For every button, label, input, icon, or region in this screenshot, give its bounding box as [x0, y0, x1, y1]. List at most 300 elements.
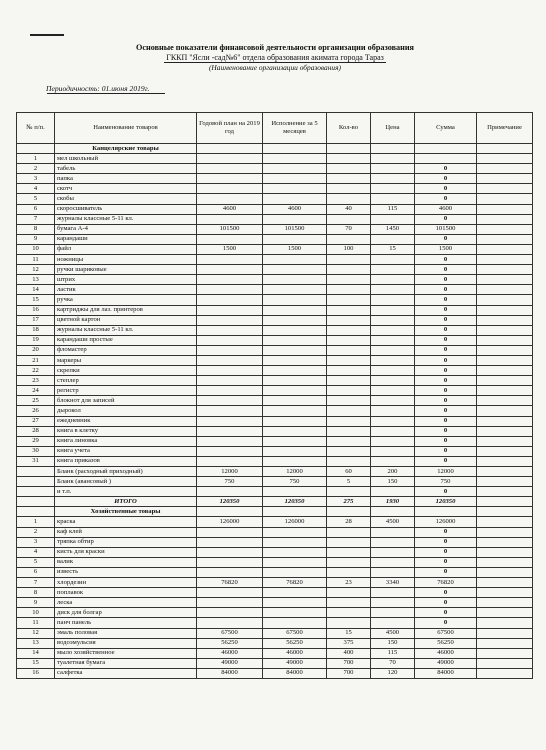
cell-name: карандаши [55, 234, 197, 244]
cell-note [477, 335, 533, 345]
cell-name: краска [55, 517, 197, 527]
cell-note [477, 608, 533, 618]
cell-exec [263, 487, 327, 497]
cell-exec [263, 214, 327, 224]
cell-num: 23 [17, 376, 55, 386]
cell-plan: 12000 [197, 467, 263, 477]
table-row [17, 436, 533, 446]
cell-sum: 0 [415, 416, 477, 426]
cell-empty [327, 144, 371, 154]
cell-num: 10 [17, 608, 55, 618]
cell-sum: 0 [415, 588, 477, 598]
cell-name: панч панель [55, 618, 197, 628]
table-row [17, 426, 533, 436]
cell-price [371, 527, 415, 537]
cell-note [477, 305, 533, 315]
cell-exec [263, 164, 327, 174]
cell-sum: 0 [415, 305, 477, 315]
cell-sum: 0 [415, 618, 477, 628]
cell-name: книга линовка [55, 436, 197, 446]
cell-note [477, 244, 533, 254]
cell-sum: 0 [415, 537, 477, 547]
cell-num: 25 [17, 396, 55, 406]
cell-num: 9 [17, 598, 55, 608]
cell-note [477, 154, 533, 164]
cell-num: 1 [17, 154, 55, 164]
cell-sum: 126000 [415, 517, 477, 527]
cell-qty [327, 598, 371, 608]
cell-sum: 0 [415, 406, 477, 416]
cell-plan: 67500 [197, 628, 263, 638]
cell-exec [263, 194, 327, 204]
cell-plan [197, 396, 263, 406]
cell-note [477, 204, 533, 214]
cell-note [477, 366, 533, 376]
cell-qty [327, 355, 371, 365]
cell-name: цветной картон [55, 315, 197, 325]
cell-plan [197, 295, 263, 305]
table-row [17, 658, 533, 668]
cell-plan [197, 366, 263, 376]
cell-name: фломастер [55, 345, 197, 355]
periodicity-label: Периодичность: 01.июня 2019г. [46, 84, 150, 93]
cell-price [371, 325, 415, 335]
cell-plan [197, 527, 263, 537]
cell-price: 15 [371, 244, 415, 254]
cell-plan: 84000 [197, 668, 263, 678]
cell-name: ручка [55, 295, 197, 305]
cell-plan [197, 265, 263, 275]
cell-price [371, 456, 415, 466]
cell-empty [197, 144, 263, 154]
cell-qty [327, 386, 371, 396]
cell-qty [327, 406, 371, 416]
table-header-row [17, 113, 533, 144]
cell-exec [263, 275, 327, 285]
cell-plan [197, 234, 263, 244]
cell-plan [197, 608, 263, 618]
cell-qty [327, 426, 371, 436]
table-row [17, 406, 533, 416]
cell-note [477, 557, 533, 567]
cell-note [477, 477, 533, 487]
cell-plan [197, 376, 263, 386]
cell-price: 3340 [371, 578, 415, 588]
cell-exec: 56250 [263, 638, 327, 648]
table-row [17, 668, 533, 678]
cell-name: ручки шариковые [55, 265, 197, 275]
cell-plan [197, 255, 263, 265]
cell-plan [197, 537, 263, 547]
cell-qty: 375 [327, 638, 371, 648]
cell-price [371, 315, 415, 325]
cell-note [477, 436, 533, 446]
table-row [17, 295, 533, 305]
cell-num: 3 [17, 537, 55, 547]
cell-qty: 5 [327, 477, 371, 487]
cell-name: картриджы для лаз. принтеров [55, 305, 197, 315]
cell-name: скобы [55, 194, 197, 204]
cell-price [371, 305, 415, 315]
cell-qty [327, 537, 371, 547]
total-plan: 120350 [197, 497, 263, 507]
cell-num: 13 [17, 275, 55, 285]
cell-note [477, 234, 533, 244]
cell-price [371, 164, 415, 174]
cell-exec: 126000 [263, 517, 327, 527]
cell-exec: 750 [263, 477, 327, 487]
cell-name: салфетка [55, 668, 197, 678]
cell-note [477, 184, 533, 194]
cell-name: туалетная бумага [55, 658, 197, 668]
cell-exec: 49000 [263, 658, 327, 668]
cell-plan [197, 355, 263, 365]
cell-note [477, 295, 533, 305]
cell-note [477, 527, 533, 537]
cell-name: валик [55, 557, 197, 567]
cell-qty [327, 325, 371, 335]
cell-qty [327, 436, 371, 446]
cell-plan [197, 426, 263, 436]
cell-qty [327, 164, 371, 174]
cell-exec [263, 174, 327, 184]
cell-exec: 4600 [263, 204, 327, 214]
table-row [17, 305, 533, 315]
cell-note [477, 426, 533, 436]
cell-num: 4 [17, 184, 55, 194]
table-row [17, 214, 533, 224]
table-row [17, 618, 533, 628]
cell-sum: 0 [415, 234, 477, 244]
cell-exec [263, 184, 327, 194]
cell-empty [477, 144, 533, 154]
cell-name: скрепки [55, 366, 197, 376]
cell-price [371, 386, 415, 396]
cell-exec: 84000 [263, 668, 327, 678]
cell-name: мел школьный [55, 154, 197, 164]
cell-plan [197, 305, 263, 315]
cell-qty [327, 194, 371, 204]
cell-qty [327, 588, 371, 598]
cell-empty [263, 507, 327, 517]
cell-price [371, 275, 415, 285]
cell-num: 22 [17, 366, 55, 376]
cell-sum: 0 [415, 598, 477, 608]
col-exec: Исполнение за 5 месяцев [263, 113, 327, 144]
cell-price [371, 537, 415, 547]
cell-note [477, 406, 533, 416]
cell-exec [263, 446, 327, 456]
cell-price [371, 214, 415, 224]
cell-note [477, 658, 533, 668]
cell-price: 200 [371, 467, 415, 477]
cell-note [477, 325, 533, 335]
cell-plan: 1500 [197, 244, 263, 254]
table-row [17, 648, 533, 658]
cell-name: книга приказов [55, 456, 197, 466]
cell-exec: 12000 [263, 467, 327, 477]
cell-qty [327, 234, 371, 244]
cell-name: поплавок [55, 588, 197, 598]
cell-note [477, 456, 533, 466]
cell-qty [327, 557, 371, 567]
cell-num: 13 [17, 638, 55, 648]
cell-plan [197, 275, 263, 285]
cell-price: 1450 [371, 224, 415, 234]
table-row [17, 315, 533, 325]
cell-num: 9 [17, 234, 55, 244]
section-title: Канцелярские товары [55, 144, 197, 154]
cell-exec [263, 557, 327, 567]
cell-price [371, 265, 415, 275]
table-row [17, 194, 533, 204]
cell-num: 27 [17, 416, 55, 426]
cell-qty: 700 [327, 668, 371, 678]
cell-exec [263, 618, 327, 628]
cell-num: 20 [17, 345, 55, 355]
cell-note [477, 224, 533, 234]
cell-plan [197, 557, 263, 567]
cell-price: 4500 [371, 517, 415, 527]
cell-note [477, 446, 533, 456]
total-exec: 120350 [263, 497, 327, 507]
cell-sum [415, 154, 477, 164]
cell-price: 150 [371, 638, 415, 648]
cell-empty [327, 507, 371, 517]
cell-price [371, 598, 415, 608]
cell-num [17, 497, 55, 507]
cell-exec [263, 396, 327, 406]
cell-num: 18 [17, 325, 55, 335]
cell-qty [327, 275, 371, 285]
cell-qty [327, 366, 371, 376]
cell-note [477, 265, 533, 275]
table-row [17, 517, 533, 527]
cell-plan: 101500 [197, 224, 263, 234]
cell-exec [263, 355, 327, 365]
cell-plan: 4600 [197, 204, 263, 214]
cell-qty: 40 [327, 204, 371, 214]
cell-num [17, 477, 55, 487]
cell-name: хлордезин [55, 578, 197, 588]
cell-num: 3 [17, 174, 55, 184]
cell-qty [327, 567, 371, 577]
cell-exec [263, 335, 327, 345]
cell-price [371, 184, 415, 194]
cell-name: журналы классные 5-11 кл. [55, 214, 197, 224]
cell-exec: 76820 [263, 578, 327, 588]
cell-qty [327, 295, 371, 305]
cell-sum: 0 [415, 436, 477, 446]
cell-note [477, 517, 533, 527]
cell-exec: 46000 [263, 648, 327, 658]
cell-plan [197, 154, 263, 164]
cell-name: леска [55, 598, 197, 608]
table-row [17, 567, 533, 577]
organization-name [60, 53, 490, 62]
cell-num: 28 [17, 426, 55, 436]
cell-exec [263, 406, 327, 416]
cell-note [477, 547, 533, 557]
cell-price [371, 567, 415, 577]
cell-name: карандаши простые [55, 335, 197, 345]
cell-name: тряпка обтир [55, 537, 197, 547]
cell-qty [327, 456, 371, 466]
cell-sum: 46000 [415, 648, 477, 658]
cell-plan [197, 174, 263, 184]
cell-sum: 0 [415, 366, 477, 376]
cell-qty [327, 547, 371, 557]
cell-plan [197, 386, 263, 396]
cell-plan: 76820 [197, 578, 263, 588]
cell-empty [263, 144, 327, 154]
cell-note [477, 396, 533, 406]
cell-sum: 0 [415, 265, 477, 275]
table-row [17, 628, 533, 638]
cell-num: 21 [17, 355, 55, 365]
cell-price: 4500 [371, 628, 415, 638]
pen-mark [30, 34, 64, 36]
cell-num: 16 [17, 668, 55, 678]
cell-sum: 56250 [415, 638, 477, 648]
cell-qty [327, 608, 371, 618]
cell-empty [197, 507, 263, 517]
cell-note [477, 315, 533, 325]
table-body [17, 144, 533, 679]
table-row [17, 244, 533, 254]
cell-sum: 84000 [415, 668, 477, 678]
cell-price: 115 [371, 648, 415, 658]
organization-caption: (Наименование организации образования) [208, 63, 342, 72]
cell-plan [197, 194, 263, 204]
cell-name: книга в клетку [55, 426, 197, 436]
cell-exec: 67500 [263, 628, 327, 638]
cell-plan: 49000 [197, 658, 263, 668]
cell-sum: 750 [415, 477, 477, 487]
col-name: Наименование товаров [55, 113, 197, 144]
cell-num: 12 [17, 628, 55, 638]
cell-plan [197, 588, 263, 598]
cell-num [17, 487, 55, 497]
section-title: Хозяйственные товары [55, 507, 197, 517]
cell-qty [327, 265, 371, 275]
table-row [17, 345, 533, 355]
cell-plan [197, 456, 263, 466]
cell-note [477, 194, 533, 204]
cell-plan [197, 618, 263, 628]
cell-num: 14 [17, 648, 55, 658]
cell-qty [327, 255, 371, 265]
table-row [17, 325, 533, 335]
cell-exec [263, 567, 327, 577]
cell-exec [263, 345, 327, 355]
cell-name: блокнот для записей [55, 396, 197, 406]
cell-exec [263, 588, 327, 598]
table-row [17, 224, 533, 234]
cell-plan [197, 598, 263, 608]
cell-name: скоросшиватель [55, 204, 197, 214]
cell-qty: 60 [327, 467, 371, 477]
col-num: № п/п. [17, 113, 55, 144]
cell-exec [263, 315, 327, 325]
cell-note [477, 164, 533, 174]
cell-exec [263, 537, 327, 547]
cell-empty [477, 507, 533, 517]
cell-note [477, 386, 533, 396]
cell-price [371, 588, 415, 598]
cell-name: регистр [55, 386, 197, 396]
cell-name: Бланк (расходный приходный) [55, 467, 197, 477]
section-header-row [17, 507, 533, 517]
cell-sum: 0 [415, 446, 477, 456]
cell-name: табель [55, 164, 197, 174]
cell-num: 16 [17, 305, 55, 315]
cell-num: 8 [17, 224, 55, 234]
cell-qty: 700 [327, 658, 371, 668]
cell-price [371, 396, 415, 406]
col-qty: Кол-во [327, 113, 371, 144]
cell-num: 4 [17, 547, 55, 557]
cell-note [477, 537, 533, 547]
cell-exec [263, 154, 327, 164]
table-row [17, 265, 533, 275]
cell-plan: 46000 [197, 648, 263, 658]
cell-num: 6 [17, 567, 55, 577]
cell-qty: 28 [327, 517, 371, 527]
cell-price [371, 234, 415, 244]
col-sum: Сумма [415, 113, 477, 144]
cell-sum: 0 [415, 456, 477, 466]
cell-name: водоэмульсия [55, 638, 197, 648]
cell-price: 150 [371, 477, 415, 487]
cell-name: штрих [55, 275, 197, 285]
table-row [17, 355, 533, 365]
cell-name: известь [55, 567, 197, 577]
cell-num: 6 [17, 204, 55, 214]
cell-price [371, 194, 415, 204]
cell-sum: 0 [415, 315, 477, 325]
table-row [17, 537, 533, 547]
cell-empty [371, 144, 415, 154]
cell-note [477, 628, 533, 638]
cell-price [371, 608, 415, 618]
cell-exec [263, 608, 327, 618]
table-row [17, 477, 533, 487]
cell-sum: 0 [415, 295, 477, 305]
cell-plan: 750 [197, 477, 263, 487]
cell-note [477, 376, 533, 386]
cell-qty: 100 [327, 244, 371, 254]
cell-name: бумага А-4 [55, 224, 197, 234]
cell-exec [263, 234, 327, 244]
cell-sum: 67500 [415, 628, 477, 638]
table-row [17, 396, 533, 406]
cell-name: мыло хозяйственное [55, 648, 197, 658]
financial-table [16, 112, 533, 679]
cell-exec [263, 386, 327, 396]
cell-exec: 101500 [263, 224, 327, 234]
cell-sum: 0 [415, 376, 477, 386]
cell-num: 24 [17, 386, 55, 396]
cell-sum: 4600 [415, 204, 477, 214]
cell-exec [263, 456, 327, 466]
cell-price [371, 255, 415, 265]
cell-sum: 0 [415, 214, 477, 224]
cell-name: папка [55, 174, 197, 184]
cell-plan [197, 446, 263, 456]
cell-name: ежедневник [55, 416, 197, 426]
cell-num: 14 [17, 285, 55, 295]
